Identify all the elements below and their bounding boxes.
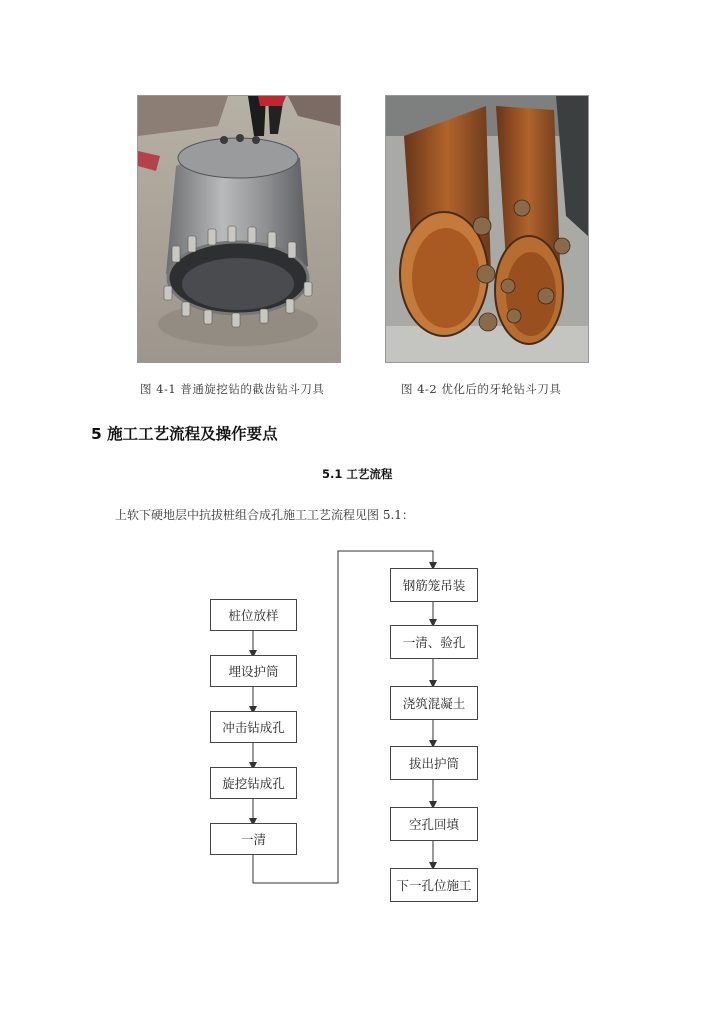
figure-4-2-caption: 图 4-2 优化后的牙轮钻斗刀具 (401, 382, 562, 396)
flow-step-rebar-cage-lifting: 钢筋笼吊装 (390, 568, 478, 602)
intro-paragraph: 上软下硬地层中抗拔桩组合成孔施工工艺流程见图 5.1： (115, 508, 414, 522)
flow-step-backfill: 空孔回填 (390, 807, 478, 841)
flow-step-first-cleaning: 一清 (210, 823, 297, 855)
flow-step-rotary-drilling: 旋挖钻成孔 (210, 767, 297, 799)
flow-step-clean-inspect: 一清、验孔 (390, 625, 478, 659)
subsection-heading: 5.1 工艺流程 (322, 467, 393, 481)
flow-step-pull-casing: 拔出护筒 (390, 746, 478, 780)
flow-step-next-pile: 下一孔位施工 (390, 868, 478, 902)
flow-step-stake-out: 桩位放样 (210, 599, 297, 631)
figure-4-1-caption: 图 4-1 普通旋挖钻的截齿钻斗刀具 (140, 382, 325, 396)
flow-step-bury-casing: 埋设护筒 (210, 655, 297, 687)
flow-step-pour-concrete: 浇筑混凝土 (390, 686, 478, 720)
section-heading: 5 施工工艺流程及操作要点 (91, 425, 278, 443)
flow-step-percussion-drilling: 冲击钻成孔 (210, 711, 297, 743)
